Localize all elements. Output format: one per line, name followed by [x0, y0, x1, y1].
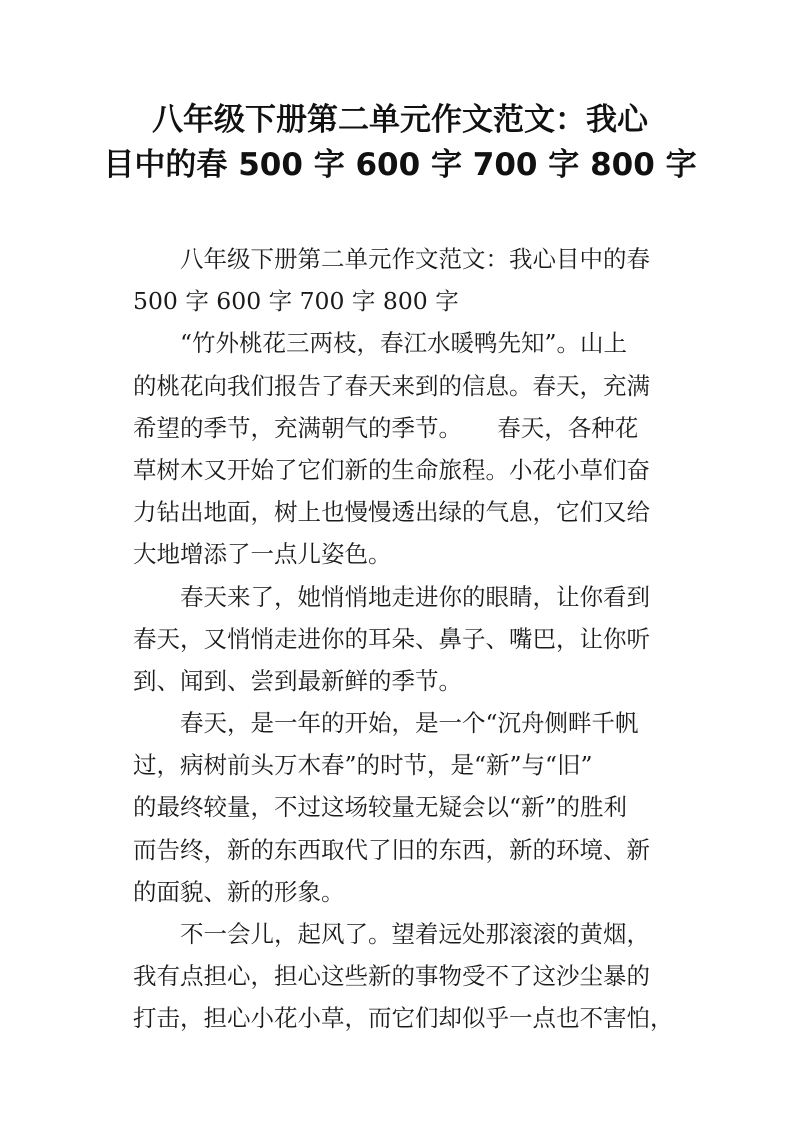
body-line: 的面貌、新的形象。 [133, 877, 345, 906]
body-line: “竹外桃花三两枝，春江水暖鸭先知”。山上 [180, 329, 628, 358]
body-line: 八年级下册第二单元作文范文：我心目中的春 [180, 245, 650, 273]
body-line: 我有点担心，担心这些新的事物受不了这沙尘暴的 [133, 962, 650, 991]
body-line: 500 字 600 字 700 字 800 字 [133, 287, 459, 316]
title-line: 八年级下册第二单元作文范文：我心 [152, 102, 648, 138]
title-line: 目中的春 500 字 600 字 700 字 800 字 [103, 147, 697, 183]
body-line: 而告终，新的东西取代了旧的东西，新的环境、新 [133, 835, 650, 864]
body-line: 大地增添了一点儿姿色。 [133, 540, 392, 569]
body-line: 春天来了，她悄悄地走进你的眼睛，让你看到 [180, 582, 650, 611]
body-line: 打击，担心小花小草，而它们却似乎一点也不害怕， [133, 1004, 674, 1033]
body-line: 的最终较量，不过这场较量无疑会以“新”的胜利 [133, 793, 628, 822]
body-line: 的桃花向我们报告了春天来到的信息。春天，充满 [133, 371, 650, 400]
body-line: 力钻出地面，树上也慢慢透出绿的气息，它们又给 [133, 498, 650, 527]
body-line: 到、闻到、尝到最新鲜的季节。 [133, 666, 462, 695]
body-line: 希望的季节，充满朝气的季节。 春天，各种花 [133, 413, 639, 442]
body-line: 草树木又开始了它们新的生命旅程。小花小草们奋 [133, 455, 650, 484]
body-line: 春天，又悄悄走进你的耳朵、鼻子、嘴巴，让你听 [133, 624, 650, 653]
body-line: 不一会儿，起风了。望着远处那滚滚的黄烟， [180, 920, 650, 948]
document-title [100, 98, 700, 188]
document-body [133, 238, 673, 1040]
body-line: 春天，是一年的开始，是一个“沉舟侧畔千帆 [180, 709, 639, 738]
body-line: 过，病树前头万木春”的时节，是“新”与“旧” [133, 751, 593, 780]
